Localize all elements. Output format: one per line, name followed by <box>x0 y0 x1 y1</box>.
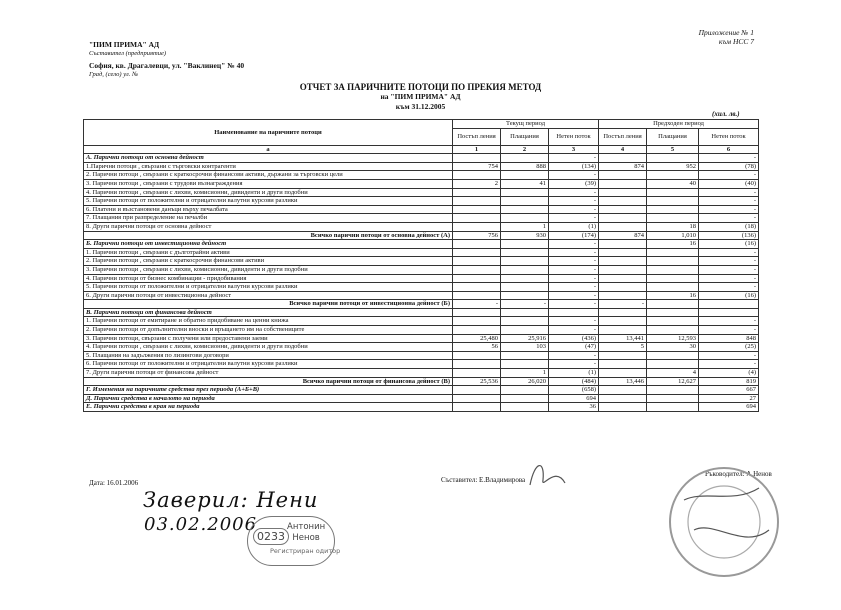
row-label: 6. Платени и възстановени данъци върху печалбата <box>84 205 453 214</box>
total-row <box>84 300 759 309</box>
compiler-signature-scribble <box>525 455 570 495</box>
value-cell: (4) <box>699 369 759 378</box>
table-row <box>84 188 759 197</box>
value-cell: (136) <box>699 231 759 240</box>
value-cell: 888 <box>501 162 549 171</box>
section-header-row <box>84 154 759 163</box>
value-cell: - <box>699 317 759 326</box>
value-cell: - <box>699 214 759 223</box>
value-cell: 40 <box>647 179 699 188</box>
cash-flow-table <box>83 119 759 412</box>
value-cell: (1) <box>549 369 599 378</box>
table-row <box>84 205 759 214</box>
value-cell: 16 <box>647 291 699 300</box>
row-label: В. Парични потоци от финансова дейност <box>84 308 453 317</box>
value-cell: - <box>549 214 599 223</box>
value-cell <box>599 197 647 206</box>
value-cell <box>453 291 501 300</box>
value-cell: - <box>549 326 599 335</box>
value-cell: 667 <box>699 386 759 395</box>
value-cell: (174) <box>549 231 599 240</box>
value-cell <box>647 403 699 412</box>
row-label: Г. Изменения на паричните средства през периода (А+Б+В) <box>84 386 453 395</box>
value-cell <box>501 386 549 395</box>
value-cell: - <box>699 197 759 206</box>
value-cell: - <box>699 248 759 257</box>
value-cell <box>599 248 647 257</box>
value-cell: 874 <box>599 231 647 240</box>
value-cell: - <box>549 171 599 180</box>
value-cell: 694 <box>549 394 599 403</box>
value-cell <box>501 326 549 335</box>
value-cell <box>453 188 501 197</box>
row-label: 5. Парични потоци от положителни и отрицателни валутни курсови разлики <box>84 197 453 206</box>
value-cell <box>453 257 501 266</box>
header-payments-current: Плащания <box>501 128 549 145</box>
value-cell: - <box>699 154 759 163</box>
value-cell <box>599 351 647 360</box>
value-cell: 12,627 <box>647 377 699 386</box>
value-cell: - <box>699 351 759 360</box>
total-row <box>84 377 759 386</box>
header-net-current: Нетен поток <box>549 128 599 145</box>
value-cell <box>599 205 647 214</box>
value-cell: 16 <box>647 240 699 249</box>
value-cell <box>501 317 549 326</box>
value-cell <box>453 248 501 257</box>
value-cell <box>647 351 699 360</box>
row-label: Б. Парични потоци от инвестиционна дейност <box>84 240 453 249</box>
table-row <box>84 360 759 369</box>
value-cell <box>599 240 647 249</box>
value-cell: 12,593 <box>647 334 699 343</box>
appendix-line-1: Приложение № 1 <box>698 28 754 37</box>
row-label: 7. Други парични потоци от финансова дейност <box>84 369 453 378</box>
value-cell: - <box>549 154 599 163</box>
value-cell <box>599 179 647 188</box>
index-cell: 1 <box>453 145 501 154</box>
value-cell <box>453 205 501 214</box>
value-cell <box>501 171 549 180</box>
row-label: 7. Плащания при разпределение на печалби <box>84 214 453 223</box>
table-row <box>84 197 759 206</box>
index-cell: 6 <box>699 145 759 154</box>
value-cell <box>599 214 647 223</box>
value-cell <box>453 403 501 412</box>
company-name-caption: Съставител (предприятие) <box>89 50 167 57</box>
appendix-note <box>699 28 754 46</box>
value-cell: - <box>699 274 759 283</box>
row-label: 2. Парични потоци , свързани с краткосрочни финансови активи, държани за търговски цели <box>84 171 453 180</box>
company-name: "ПИМ ПРИМА" АД <box>89 40 160 49</box>
currency-note: (хил. лв.) <box>712 110 740 118</box>
value-cell <box>647 317 699 326</box>
value-cell: 952 <box>647 162 699 171</box>
value-cell: 13,446 <box>599 377 647 386</box>
value-cell: - <box>549 291 599 300</box>
report-date-footer: Дата: 16.01.2006 <box>89 479 139 487</box>
value-cell <box>647 214 699 223</box>
stamp-number: 0233 <box>253 528 289 545</box>
value-cell: (16) <box>699 240 759 249</box>
value-cell: (47) <box>549 343 599 352</box>
row-label: Всичко парични потоци от инвестиционна дейност (Б) <box>84 300 453 309</box>
value-cell <box>453 308 501 317</box>
value-cell: - <box>501 300 549 309</box>
value-cell <box>501 154 549 163</box>
value-cell <box>501 394 549 403</box>
row-label: Е. Парични средства в края на периода <box>84 403 453 412</box>
value-cell: - <box>549 197 599 206</box>
value-cell <box>599 188 647 197</box>
value-cell <box>599 394 647 403</box>
value-cell <box>647 171 699 180</box>
value-cell <box>501 257 549 266</box>
value-cell <box>453 386 501 395</box>
report-titles <box>0 82 841 112</box>
value-cell: - <box>549 265 599 274</box>
index-cell: 4 <box>599 145 647 154</box>
report-date: към 31.12.2005 <box>395 102 446 111</box>
section-header-row <box>84 308 759 317</box>
summary-row <box>84 386 759 395</box>
value-cell <box>599 326 647 335</box>
row-label: 3. Парични потоци , свързани с трудови възнаграждения <box>84 179 453 188</box>
row-label: Д. Парични средства в началото на периода <box>84 394 453 403</box>
value-cell <box>501 197 549 206</box>
header-previous-period: Предходен период <box>599 120 759 129</box>
value-cell <box>549 308 599 317</box>
row-label: 1.Парични потоци , свързани с търговски контрагенти <box>84 162 453 171</box>
table-row <box>84 351 759 360</box>
value-cell: 2 <box>453 179 501 188</box>
value-cell: - <box>549 283 599 292</box>
value-cell: - <box>549 257 599 266</box>
table-row <box>84 214 759 223</box>
value-cell <box>647 360 699 369</box>
stamp-name-line-2: Ненов <box>292 533 320 543</box>
value-cell <box>647 154 699 163</box>
value-cell <box>501 248 549 257</box>
value-cell: 36 <box>549 403 599 412</box>
value-cell <box>453 240 501 249</box>
value-cell: 13,441 <box>599 334 647 343</box>
value-cell <box>647 197 699 206</box>
value-cell <box>599 154 647 163</box>
row-label: 4. Парични потоци , свързани с лихви, комисионни, дивиденти и други подобни <box>84 343 453 352</box>
total-row <box>84 231 759 240</box>
handwritten-certified: Заверил: Нени <box>143 488 319 512</box>
value-cell <box>501 265 549 274</box>
value-cell: - <box>699 188 759 197</box>
header-net-previous: Нетен поток <box>699 128 759 145</box>
table-row <box>84 248 759 257</box>
value-cell <box>647 257 699 266</box>
row-label: А. Парични потоци от основна дейност <box>84 154 453 163</box>
value-cell <box>501 351 549 360</box>
index-cell: 2 <box>501 145 549 154</box>
manager-signature: Ръководител: А.Ненов <box>705 470 772 478</box>
header-name: Наименование на паричните потоци <box>84 120 453 146</box>
value-cell <box>647 326 699 335</box>
value-cell <box>599 171 647 180</box>
value-cell: - <box>699 205 759 214</box>
value-cell: - <box>699 257 759 266</box>
row-label: 1. Парични потоци , свързани с дълготрайни активи <box>84 248 453 257</box>
value-cell: 1 <box>501 222 549 231</box>
value-cell: - <box>549 205 599 214</box>
table-row <box>84 257 759 266</box>
value-cell: 25,916 <box>501 334 549 343</box>
report-title: ОТЧЕТ ЗА ПАРИЧНИТЕ ПОТОЦИ ПО ПРЕКИЯ МЕТОД <box>299 82 542 92</box>
value-cell: 103 <box>501 343 549 352</box>
value-cell <box>599 291 647 300</box>
row-label: 2. Парични потоци от допълнителни вноски и връщането им на собствениците <box>84 326 453 335</box>
table-row <box>84 369 759 378</box>
header-payments-previous: Плащания <box>647 128 699 145</box>
value-cell <box>647 300 699 309</box>
value-cell <box>501 274 549 283</box>
value-cell: 27 <box>699 394 759 403</box>
value-cell: 874 <box>599 162 647 171</box>
value-cell <box>501 308 549 317</box>
value-cell: 18 <box>647 222 699 231</box>
row-label: Всичко парични потоци от основна дейност (А) <box>84 231 453 240</box>
value-cell <box>647 386 699 395</box>
row-label: Всичко парични потоци от финансова дейност (В) <box>84 377 453 386</box>
row-label: 3. Парични потоци, свързани с получени или предоставени заеми <box>84 334 453 343</box>
value-cell <box>599 222 647 231</box>
value-cell <box>453 171 501 180</box>
value-cell: 4 <box>647 369 699 378</box>
value-cell: - <box>549 351 599 360</box>
company-block <box>89 40 244 79</box>
value-cell <box>501 291 549 300</box>
value-cell: 754 <box>453 162 501 171</box>
value-cell <box>599 283 647 292</box>
table-row <box>84 283 759 292</box>
value-cell <box>599 317 647 326</box>
stamp-name-line-1: Антонин <box>287 522 326 532</box>
value-cell: 756 <box>453 231 501 240</box>
table-row <box>84 162 759 171</box>
value-cell: 848 <box>699 334 759 343</box>
compiler-signature: Съставител: Е.Владимирова <box>441 476 526 484</box>
row-label: 3. Парични потоци , свързани с лихви, комисионни, дивиденти и други подобни <box>84 265 453 274</box>
stamp-name <box>287 522 325 544</box>
stamp-role: Регистриран одитор <box>270 547 341 555</box>
value-cell <box>599 257 647 266</box>
value-cell: 25,480 <box>453 334 501 343</box>
value-cell <box>453 351 501 360</box>
value-cell <box>599 265 647 274</box>
value-cell <box>647 394 699 403</box>
value-cell <box>647 205 699 214</box>
value-cell <box>453 222 501 231</box>
value-cell <box>453 197 501 206</box>
value-cell: (40) <box>699 179 759 188</box>
value-cell <box>647 283 699 292</box>
value-cell: (78) <box>699 162 759 171</box>
header-receipts-current: Постъп ления <box>453 128 501 145</box>
index-cell: 3 <box>549 145 599 154</box>
row-label: 4. Парични потоци , свързани с лихви, комисионни, дивиденти и други подобни <box>84 188 453 197</box>
value-cell: 930 <box>501 231 549 240</box>
value-cell: 1 <box>501 369 549 378</box>
value-cell <box>453 326 501 335</box>
company-address: София, кв. Драгалевци, ул. "Ваклинец" № 40 <box>89 61 245 70</box>
value-cell: - <box>699 265 759 274</box>
table-row <box>84 317 759 326</box>
value-cell <box>453 283 501 292</box>
row-label: 1. Парични потоци от емитиране и обратно придобиване на ценни книжа <box>84 317 453 326</box>
table-row <box>84 274 759 283</box>
value-cell <box>647 188 699 197</box>
value-cell: 41 <box>501 179 549 188</box>
index-cell: 5 <box>647 145 699 154</box>
row-label: 8. Други парични потоци от основна дейност <box>84 222 453 231</box>
table-row <box>84 291 759 300</box>
value-cell: 26,020 <box>501 377 549 386</box>
value-cell <box>647 248 699 257</box>
row-label: 6. Парични потоци от положителни и отрицателни валутни курсови разлики <box>84 360 453 369</box>
value-cell: (658) <box>549 386 599 395</box>
report-subtitle: на "ПИМ ПРИМА" АД <box>380 92 461 101</box>
value-cell <box>453 394 501 403</box>
value-cell <box>453 265 501 274</box>
table-row <box>84 171 759 180</box>
value-cell: - <box>453 300 501 309</box>
value-cell: 1,010 <box>647 231 699 240</box>
company-seal <box>664 460 784 590</box>
header-current-period: Текущ период <box>453 120 599 129</box>
value-cell <box>453 274 501 283</box>
value-cell <box>501 283 549 292</box>
value-cell: (134) <box>549 162 599 171</box>
summary-row <box>84 403 759 412</box>
value-cell <box>501 360 549 369</box>
value-cell: - <box>549 317 599 326</box>
value-cell <box>453 360 501 369</box>
value-cell <box>501 403 549 412</box>
value-cell: (18) <box>699 222 759 231</box>
value-cell <box>647 308 699 317</box>
row-label: 2. Парични потоци , свързани с краткосрочни финансови активи <box>84 257 453 266</box>
value-cell <box>599 369 647 378</box>
index-cell: а <box>84 145 453 154</box>
handwritten-date: 03.02.2006 <box>144 514 258 535</box>
value-cell: (436) <box>549 334 599 343</box>
value-cell: 819 <box>699 377 759 386</box>
value-cell <box>699 300 759 309</box>
value-cell: - <box>549 240 599 249</box>
row-label: 4. Парични потоци от бизнес комбинации - придобивания <box>84 274 453 283</box>
value-cell <box>599 274 647 283</box>
value-cell: - <box>549 274 599 283</box>
header-index-row <box>84 145 759 154</box>
table-row <box>84 222 759 231</box>
value-cell <box>501 214 549 223</box>
value-cell <box>699 308 759 317</box>
value-cell: - <box>699 171 759 180</box>
value-cell <box>501 188 549 197</box>
value-cell <box>453 369 501 378</box>
summary-row <box>84 394 759 403</box>
value-cell: 30 <box>647 343 699 352</box>
value-cell <box>453 214 501 223</box>
value-cell <box>599 386 647 395</box>
value-cell: - <box>549 300 599 309</box>
value-cell: (16) <box>699 291 759 300</box>
value-cell: (25) <box>699 343 759 352</box>
row-label: 6. Други парични потоци от инвестиционна дейност <box>84 291 453 300</box>
value-cell <box>647 265 699 274</box>
value-cell: - <box>699 283 759 292</box>
table-row <box>84 343 759 352</box>
header-row-periods <box>84 120 759 129</box>
value-cell: - <box>699 326 759 335</box>
value-cell: - <box>549 360 599 369</box>
table-row <box>84 326 759 335</box>
value-cell: 56 <box>453 343 501 352</box>
table-row <box>84 334 759 343</box>
value-cell <box>599 308 647 317</box>
value-cell: - <box>549 188 599 197</box>
value-cell <box>453 154 501 163</box>
value-cell <box>453 317 501 326</box>
header-receipts-previous: Постъп ления <box>599 128 647 145</box>
value-cell: - <box>549 248 599 257</box>
value-cell: (484) <box>549 377 599 386</box>
value-cell: 25,536 <box>453 377 501 386</box>
row-label: 5. Парични потоци от положителни и отрицателни валутни курсови разлики <box>84 283 453 292</box>
value-cell: (1) <box>549 222 599 231</box>
company-city-caption: Град, (село) ул. № <box>89 71 139 78</box>
value-cell: - <box>599 300 647 309</box>
value-cell: 694 <box>699 403 759 412</box>
row-label: 5. Плащания на задължения по лизингови договори <box>84 351 453 360</box>
table-row <box>84 265 759 274</box>
value-cell: - <box>699 360 759 369</box>
value-cell: 5 <box>599 343 647 352</box>
value-cell <box>647 274 699 283</box>
value-cell <box>599 360 647 369</box>
section-header-row <box>84 240 759 249</box>
table-row <box>84 179 759 188</box>
appendix-line-2: към НСС 7 <box>718 37 754 46</box>
value-cell <box>599 403 647 412</box>
value-cell <box>501 240 549 249</box>
value-cell <box>501 205 549 214</box>
value-cell: (39) <box>549 179 599 188</box>
